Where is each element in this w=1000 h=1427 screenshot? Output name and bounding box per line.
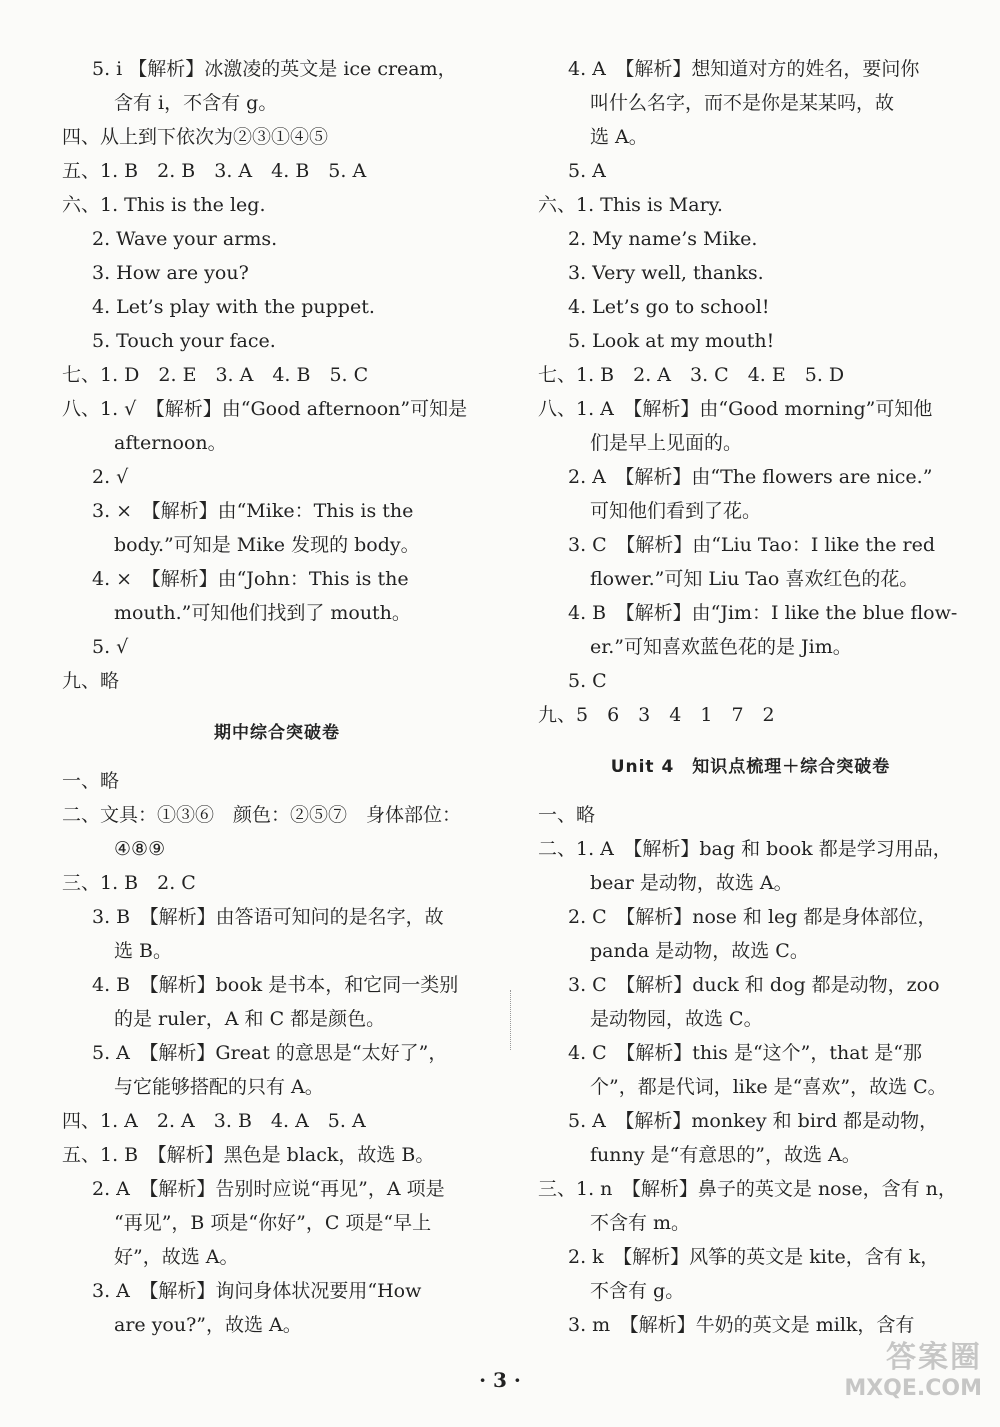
answer-line: funny 是“有意思的”，故选 A。 (590, 1144, 861, 1166)
answer-line: 选 A。 (590, 126, 648, 148)
answer-line: 3. B 【解析】由答语可知问的是名字，故 (92, 906, 444, 928)
answer-line: 5. i 【解析】冰激凌的英文是 ice cream， (92, 58, 457, 80)
answer-line: 二、1. A 【解析】bag 和 book 都是学习用品， (538, 838, 952, 860)
answer-line: 三、1. n 【解析】鼻子的英文是 nose，含有 n， (538, 1178, 957, 1200)
answer-line: 含有 i，不含有 g。 (114, 92, 278, 114)
column-divider (510, 990, 511, 1050)
answer-line: 2. A 【解析】告别时应说“再见”，A 项是 (92, 1178, 445, 1200)
answer-line: panda 是动物，故选 C。 (590, 940, 809, 962)
watermark-domain: MXQE.COM (844, 1376, 982, 1401)
answer-line: 5. Look at my mouth! (568, 330, 775, 352)
answer-line: 八、1. A 【解析】由“Good morning”可知他 (538, 398, 933, 420)
answer-line: 四、1. A 2. A 3. B 4. A 5. A (62, 1110, 366, 1132)
answer-line: 三、1. B 2. C (62, 872, 196, 894)
answer-line: 七、1. B 2. A 3. C 4. E 5. D (538, 364, 845, 386)
answer-line: 4. B 【解析】由“Jim：I like the blue flow- (568, 602, 958, 624)
answer-line: 四、从上到下依次为②③①④⑤ (62, 126, 329, 148)
answer-line: 4. A 【解析】想知道对方的姓名，要问你 (568, 58, 920, 80)
left-column (62, 52, 492, 1342)
answer-line: 2. Wave your arms. (92, 228, 278, 250)
answer-line: 叫什么名字，而不是你是某某吗，故 (590, 92, 895, 114)
answer-line: 五、1. B 【解析】黑色是 black，故选 B。 (62, 1144, 435, 1166)
answer-line: er.”可知喜欢蓝色花的是 Jim。 (590, 636, 852, 658)
answer-line: 5. Touch your face. (92, 330, 276, 352)
right-answers-part2 (538, 798, 963, 1342)
answer-line: 一、略 (538, 804, 596, 826)
answer-line: mouth.”可知他们找到了 mouth。 (114, 602, 411, 624)
answer-line: 3. Very well, thanks. (568, 262, 764, 284)
answer-line: 2. √ (92, 466, 129, 488)
answer-line: 不含有 m。 (590, 1212, 691, 1234)
page-number: · 3 · (479, 1368, 521, 1392)
right-column (538, 52, 963, 1342)
answer-line: 3. C 【解析】由“Liu Tao：I like the red (568, 534, 935, 556)
answer-line: 个”，都是代词，like 是“喜欢”，故选 C。 (590, 1076, 947, 1098)
answer-line: 六、1. This is the leg. (62, 194, 266, 216)
answer-line: 的是 ruler，A 和 C 都是颜色。 (114, 1008, 386, 1030)
answer-line: 六、1. This is Mary. (538, 194, 723, 216)
answer-line: bear 是动物，故选 A。 (590, 872, 793, 894)
answer-line: 3. C 【解析】duck 和 dog 都是动物，zoo (568, 974, 940, 996)
answer-line: 3. m 【解析】牛奶的英文是 milk，含有 (568, 1314, 915, 1336)
answer-line: 与它能够搭配的只有 A。 (114, 1076, 324, 1098)
answer-line: 九、略 (62, 670, 120, 692)
answer-line: 七、1. D 2. E 3. A 4. B 5. C (62, 364, 369, 386)
answer-line: 5. A 【解析】Great 的意思是“太好了”， (92, 1042, 448, 1064)
answer-line: 4. Let’s go to school! (568, 296, 770, 318)
left-answers-part1 (62, 52, 492, 698)
answer-line: 是动物园，故选 C。 (590, 1008, 763, 1030)
answer-line: 3. How are you? (92, 262, 249, 284)
answer-line: 五、1. B 2. B 3. A 4. B 5. A (62, 160, 367, 182)
answer-line: 好”，故选 A。 (114, 1246, 239, 1268)
answer-line: 5. C (568, 670, 607, 692)
answer-line: 一、略 (62, 770, 120, 792)
answer-line: 八、1. √ 【解析】由“Good afternoon”可知是 (62, 398, 468, 420)
answer-line: 3. × 【解析】由“Mike：This is the (92, 500, 414, 522)
answer-line: 2. k 【解析】风筝的英文是 kite，含有 k， (568, 1246, 940, 1268)
answer-line: 5. A 【解析】monkey 和 bird 都是动物， (568, 1110, 939, 1132)
answer-line: 2. My name’s Mike. (568, 228, 758, 250)
section-heading-unit4: Unit 4 知识点梳理＋综合突破卷 (610, 757, 891, 777)
answer-line: ④⑧⑨ (114, 838, 166, 860)
answer-line: 4. C 【解析】this 是“这个”，that 是“那 (568, 1042, 922, 1064)
answer-line: 4. × 【解析】由“John：This is the (92, 568, 409, 590)
answer-line: 2. A 【解析】由“The flowers are nice.” (568, 466, 933, 488)
answer-line: “再见”，B 项是“你好”，C 项是“早上 (114, 1212, 432, 1234)
answer-line: 选 B。 (114, 940, 173, 962)
answer-line: 九、5 6 3 4 1 7 2 (538, 704, 775, 726)
answer-line: 5. √ (92, 636, 129, 658)
answer-line: 4. Let’s play with the puppet. (92, 296, 375, 318)
left-answers-part2 (62, 764, 492, 1342)
section-heading-midterm: 期中综合突破卷 (214, 723, 340, 743)
answer-line: 2. C 【解析】nose 和 leg 都是身体部位， (568, 906, 937, 928)
answer-line: 5. A (568, 160, 606, 182)
watermark-text: 答案圈 (886, 1340, 982, 1375)
watermark-logo (812, 1332, 982, 1412)
answer-line: 3. A 【解析】询问身体状况要用“How (92, 1280, 422, 1302)
answer-line: 二、文具：①③⑥ 颜色：②⑤⑦ 身体部位： (62, 804, 462, 826)
answer-line: body.”可知是 Mike 发现的 body。 (114, 534, 420, 556)
answer-line: afternoon。 (114, 432, 227, 454)
answer-line: 4. B 【解析】book 是书本，和它同一类别 (92, 974, 459, 996)
answer-line: 不含有 g。 (590, 1280, 685, 1302)
answer-line: are you?”，故选 A。 (114, 1314, 302, 1336)
answer-line: flower.”可知 Liu Tao 喜欢红色的花。 (590, 568, 919, 590)
right-answers-part1 (538, 52, 963, 732)
answer-line: 们是早上见面的。 (590, 432, 743, 454)
answer-line: 可知他们看到了花。 (590, 500, 762, 522)
